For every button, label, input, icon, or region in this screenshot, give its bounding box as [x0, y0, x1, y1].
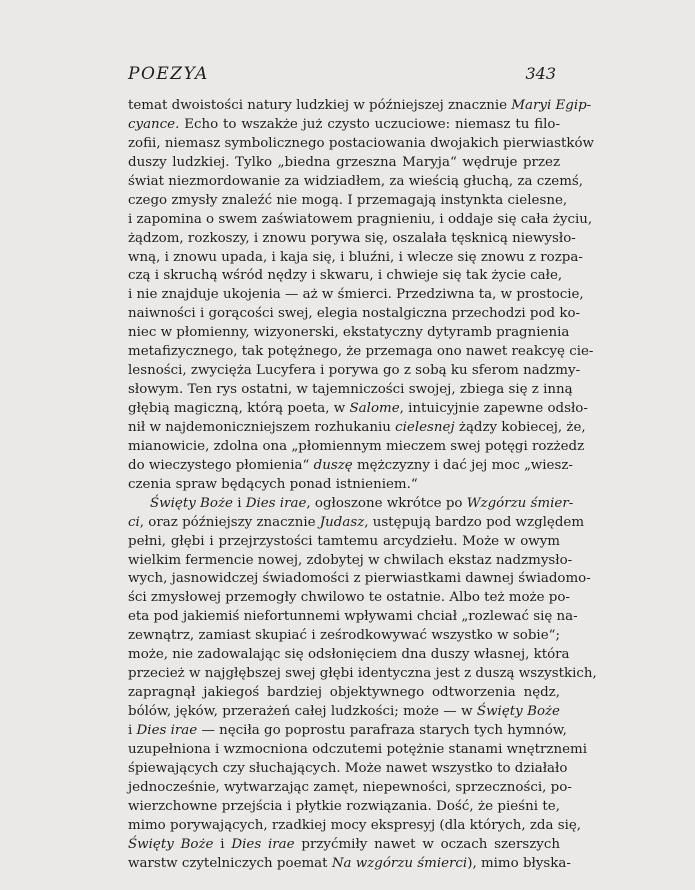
- text-run: , intuicyjnie zapewne odsło-: [399, 401, 588, 416]
- text-run: słowym. Ten rys ostatni, w tajemniczości swojej, zbiega się z inną: [128, 382, 573, 398]
- text-run: przyćmiły nawet w oczach szerszych: [294, 836, 561, 852]
- italic-title: cyance.: [128, 116, 180, 132]
- text-run: eta pod jakiemiś niefortunnemi wpływami chciał „rozlewać się na-: [128, 609, 578, 625]
- text-line: [128, 552, 573, 571]
- italic-title: ci: [128, 514, 140, 530]
- text-run: i zapomina o swem zaświatowem pragnieniu, i oddaje się cała życiu,: [128, 211, 593, 227]
- text-run: mianowicie, zdolna ona „płomiennym mieczem swej potęgi rozżedz: [128, 438, 585, 454]
- text-run: niec w płomienny, wizyonerski, ekstatyczny dytyramb pragnienia: [128, 325, 570, 341]
- text-line: [128, 230, 576, 249]
- text-line: [128, 400, 588, 419]
- text-line: [128, 249, 583, 268]
- text-run: wych, jasnowidczej świadomości z pierwiastkami dawnej świadomo-: [128, 571, 591, 587]
- text-line: [128, 97, 592, 116]
- text-line: [128, 495, 574, 514]
- text-run: wierzchowne przejścia i płytkie rozwiązania. Dość, że pieśni te,: [128, 798, 560, 814]
- text-run: duszy ludzkiej. Tylko „biedna grzeszna Maryja“ wędruje przez: [128, 154, 560, 170]
- italic-title: Wzgórzu śmier-: [466, 495, 574, 511]
- text-run: i nie znajduje ukojenia — aż w śmierci. Przedziwna ta, w prostocie,: [128, 287, 584, 303]
- text-run: pełni, głębi i przejrzystości tamtemu arcydziełu. Może w owym: [128, 533, 560, 549]
- italic-title: Święty Boże: [150, 495, 233, 511]
- text-run: , ustępują bardzo pod względem: [364, 514, 585, 530]
- text-run: Echo to wszakże już czysto uczuciowe: niemasz tu filo-: [179, 116, 560, 132]
- italic-title: Święty Boże: [476, 704, 560, 719]
- text-line: [128, 741, 588, 760]
- text-run: jednocześnie, wytwarzając zamęt, niepewności, sprzeczności, po-: [128, 779, 572, 795]
- text-run: przecież w najgłębszej swej głębi identyczna jest z duszą wszystkich,: [128, 666, 597, 682]
- text-run: ), mimo błyska-: [467, 855, 571, 871]
- text-run: i: [232, 495, 246, 511]
- text-run: zapragnął jakiegoś bardziej objektywnego odtworzenia nędz,: [128, 685, 560, 701]
- text-run: zewnątrz, zamiast skupiać i ześrodkowywać wszystko w sobie“;: [128, 628, 560, 644]
- text-line: [128, 343, 594, 362]
- text-run: bólów, jęków, przerażeń całej ludzkości; może — w: [128, 704, 477, 719]
- italic-title: Salome: [349, 401, 400, 416]
- text-run: czenia spraw będących ponad istnieniem.“: [128, 476, 418, 492]
- text-run: lesności, zwycięża Lucyfera i porywa go z sobą ku sferom nadzmy-: [128, 363, 581, 379]
- text-run: świat niezmordowanie za widziadłem, za wieścią głuchą, za czemś,: [128, 173, 584, 189]
- text-run: nił w najdemoniczniejszem rozhukaniu: [128, 419, 396, 435]
- text-line: [128, 362, 581, 381]
- text-line: [128, 286, 584, 305]
- text-line: [128, 211, 593, 230]
- text-line: [128, 192, 568, 211]
- body-text: [128, 97, 597, 873]
- text-run: czą i skruchą wśród nędzy i skwaru, i chwieje się tak życie całe,: [128, 268, 563, 284]
- text-line: [128, 305, 581, 324]
- text-line: [128, 760, 568, 779]
- text-line: [128, 457, 573, 476]
- text-line: [128, 381, 573, 400]
- text-line: [128, 514, 585, 533]
- text-line: [128, 779, 572, 798]
- text-line: [128, 722, 567, 741]
- text-line: [128, 533, 560, 552]
- text-run: może, nie zadowalając się odsłonięciem dna duszy własnej, która: [128, 647, 570, 663]
- text-run: , ogłoszone wkrótce po: [306, 495, 467, 511]
- text-line: [128, 438, 585, 457]
- text-line: [128, 154, 560, 173]
- text-run: żądzom, rozkoszy, i znowu porywa się, oszalała tęsknicą niewysło-: [128, 230, 576, 246]
- text-run: ści zmysłowej przemogły chwilowo te ostatnie. Albo też może po-: [128, 590, 570, 606]
- text-run: mężczyzny i dać jej moc „wiesz-: [352, 457, 573, 473]
- text-run: wną, i znowu upada, i kaja się, i bluźni, i wlecze się znowu z rozpa-: [128, 249, 583, 265]
- text-run: czego zmysły znaleźć nie mogą. I przemagają instynkta cielesne,: [128, 192, 568, 208]
- text-line: [128, 116, 560, 135]
- text-line: [128, 608, 578, 627]
- text-line: [128, 173, 584, 192]
- text-line: [128, 419, 586, 438]
- text-line: [128, 476, 560, 495]
- text-line: [128, 817, 582, 836]
- text-run: do wieczystego płomienia“: [128, 457, 314, 473]
- text-run: zofii, niemasz symbolicznego postaciowania dwojakich pierwiastków: [128, 135, 594, 151]
- text-line: [128, 589, 570, 608]
- text-run: , oraz późniejszy znacznie: [139, 514, 320, 530]
- text-run: warstw czytelniczych poemat: [128, 855, 332, 871]
- text-run: uzupełniona i wzmocniona odczutemi potężnie stanami wnętrznemi: [128, 741, 588, 757]
- text-run: wielkim fermencie nowej, zdobytej w chwilach ekstaz nadzmysło-: [128, 552, 573, 568]
- page-number: 343: [525, 64, 556, 83]
- text-run: głębią magiczną, którą poeta, w: [128, 401, 350, 416]
- text-line: [128, 798, 560, 817]
- italic-title: Święty Boże: [128, 836, 214, 852]
- italic-title: cielesnej: [395, 419, 455, 435]
- text-run: — nęciła go poprostu parafraza starych tych hymnów,: [197, 722, 567, 738]
- text-run: mimo porywających, rzadkiej mocy ekspresyj (dla których, zda się,: [128, 817, 582, 833]
- text-run: metafizycznego, tak potężnego, że przemaga ono nawet reakcyę cie-: [128, 344, 594, 360]
- text-run: temat dwoistości natury ludzkiej w późniejszej znacznie: [128, 98, 512, 113]
- text-line: [128, 665, 597, 684]
- italic-title: Maryi Egip-: [511, 98, 592, 113]
- italic-title: Dies irae: [136, 722, 198, 738]
- text-run: żądzy kobiecej, że,: [454, 419, 586, 435]
- text-run: śpiewających czy słuchających. Może nawet wszystko to działało: [128, 760, 568, 776]
- text-line: [128, 684, 560, 703]
- italic-title: Judasz: [319, 514, 365, 530]
- text-line: [128, 570, 591, 589]
- italic-title: Dies irae: [231, 836, 295, 852]
- text-line: [128, 855, 571, 874]
- italic-title: Na wzgórzu śmierci: [331, 855, 468, 871]
- text-run: i: [213, 836, 232, 852]
- text-line: [128, 135, 594, 154]
- text-line: [128, 703, 560, 722]
- italic-title: Dies irae: [245, 495, 307, 511]
- text-line: [128, 836, 560, 855]
- text-line: [128, 627, 560, 646]
- text-line: [128, 267, 563, 286]
- text-line: [128, 646, 570, 665]
- italic-title: duszę: [313, 457, 353, 473]
- text-line: [128, 324, 570, 343]
- running-title: POEZYA: [128, 64, 209, 84]
- running-header: [128, 64, 556, 86]
- text-run: i: [128, 722, 137, 738]
- text-run: naiwności i gorącości swej, elegia nostalgiczna przechodzi pod ko-: [128, 306, 581, 322]
